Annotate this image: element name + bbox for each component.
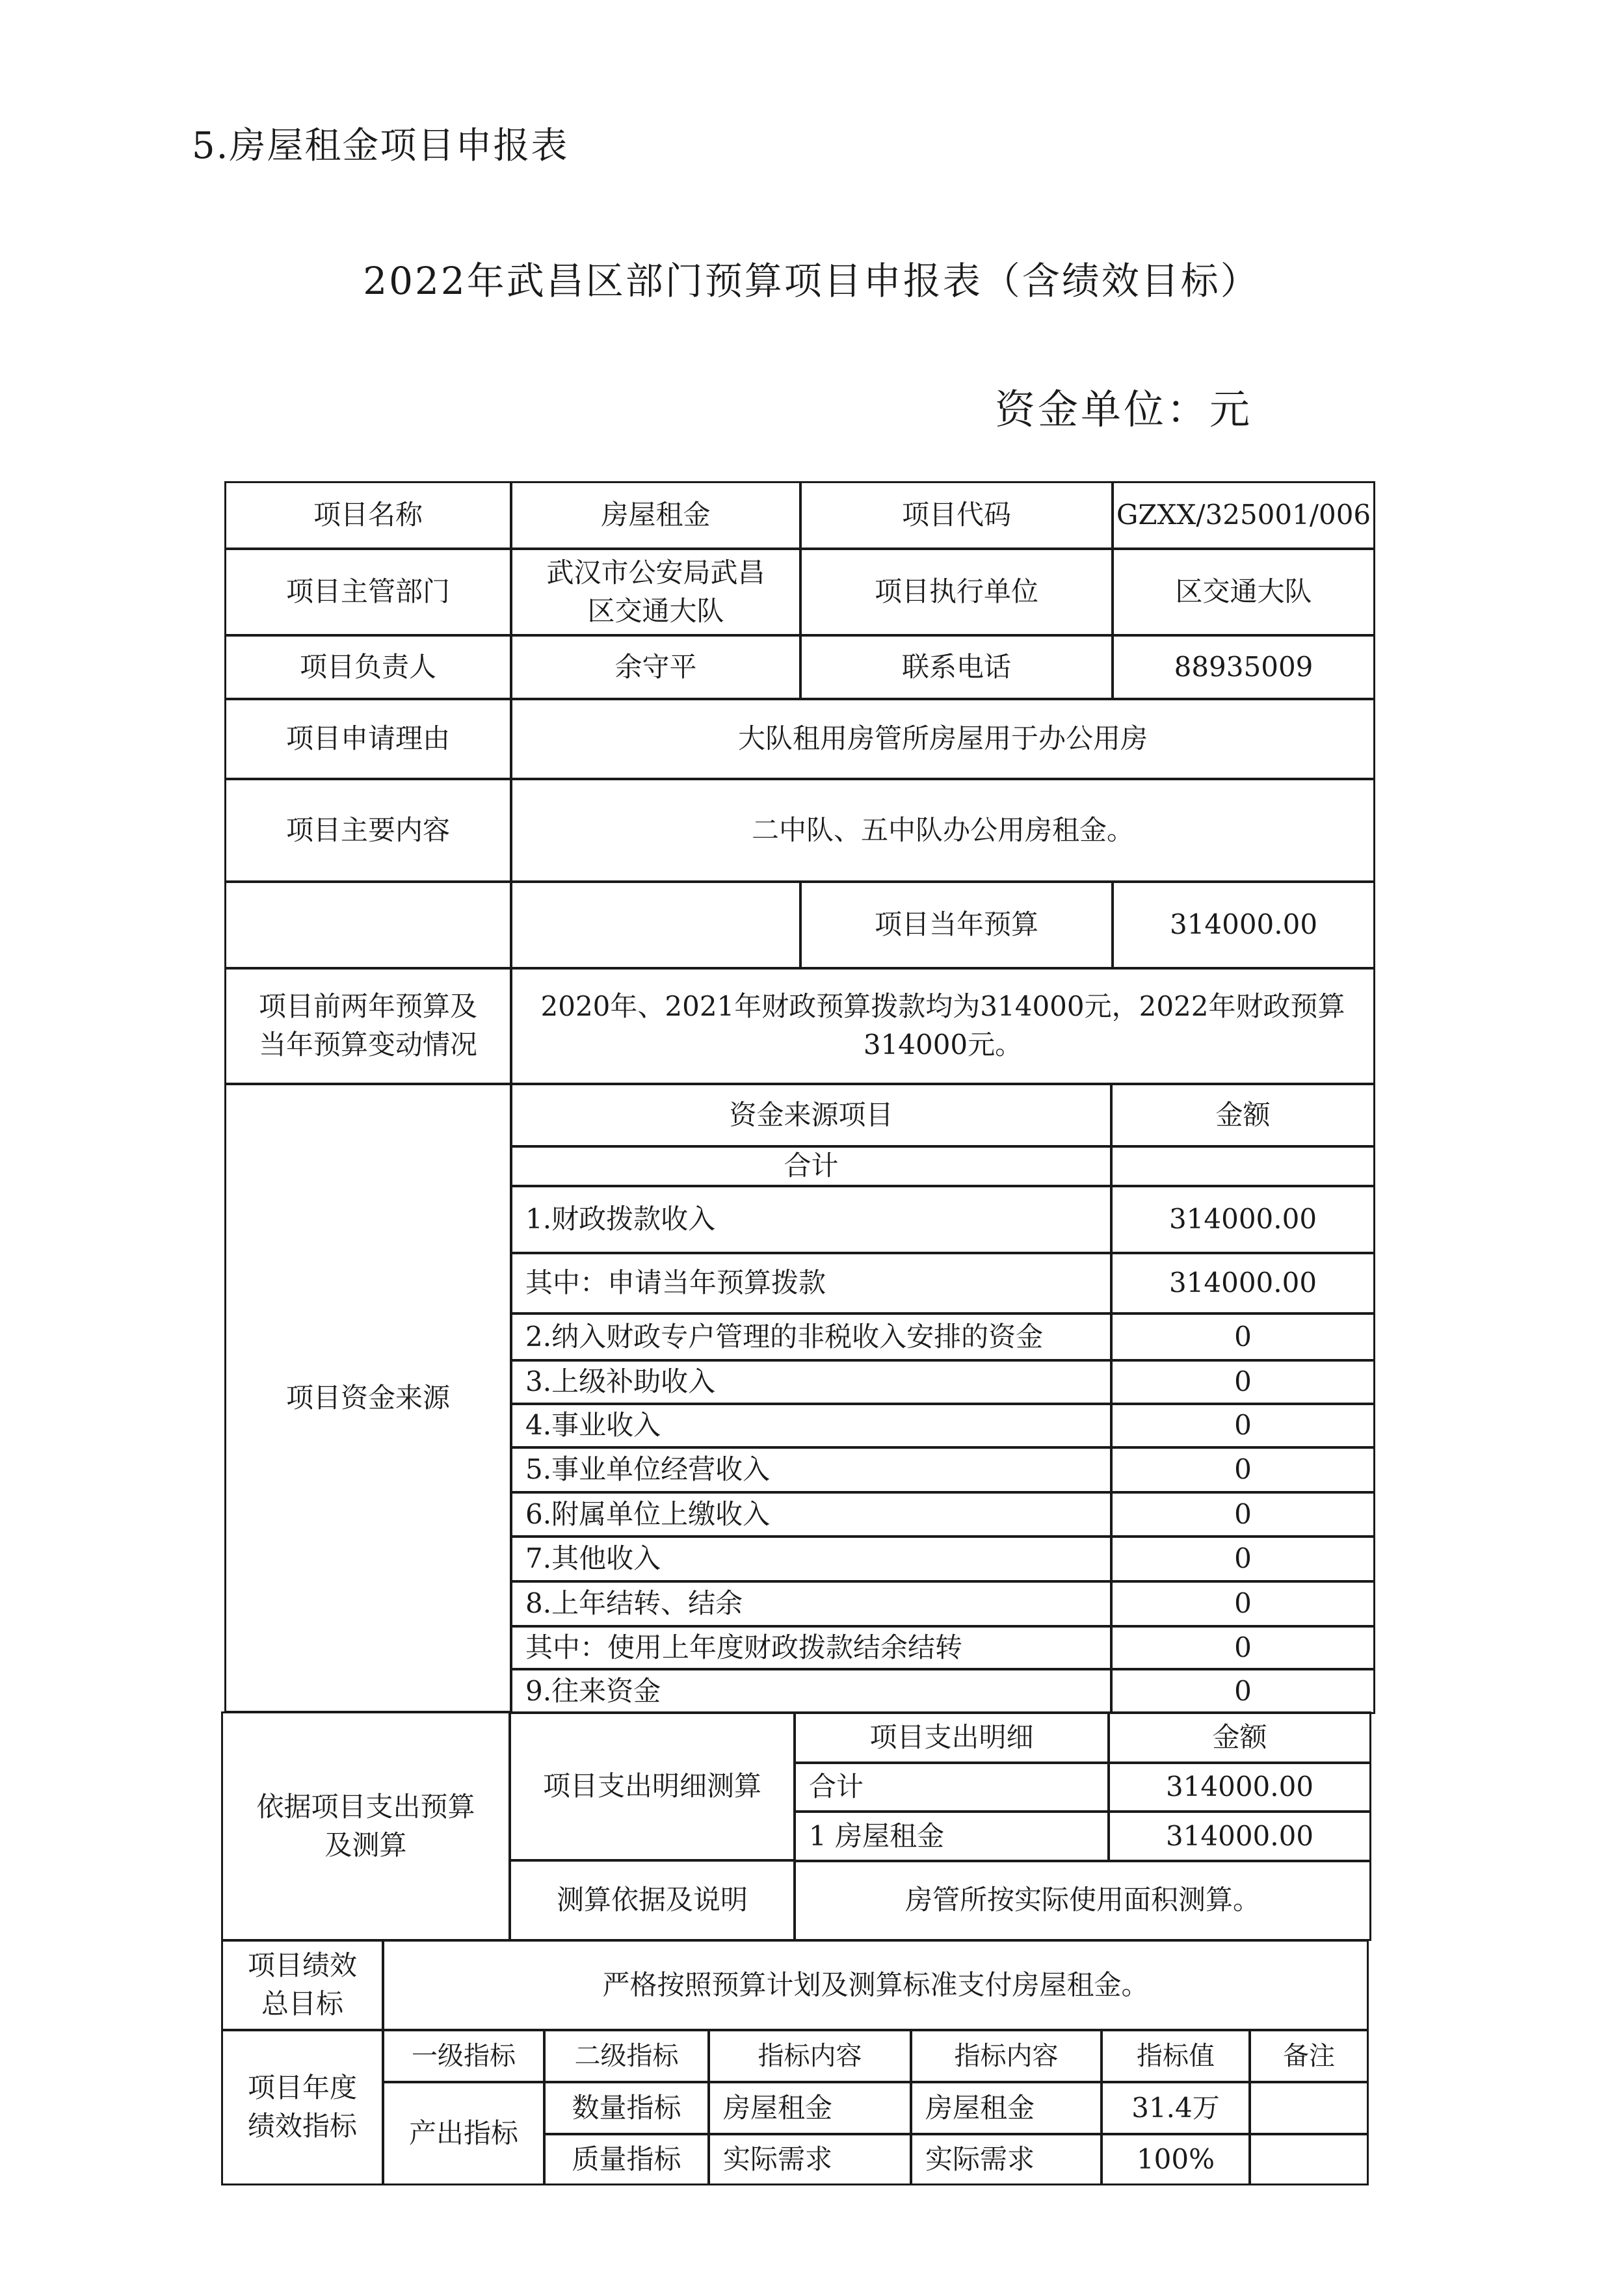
project-name-value: 房屋租金 (510, 481, 801, 549)
content-label: 项目主要内容 (224, 778, 512, 882)
project-name-label: 项目名称 (224, 481, 512, 549)
expense-basis-label: 依据项目支出预算及测算 (221, 1711, 510, 1941)
indicator-header: 一级指标 (382, 2029, 545, 2083)
lead-value: 余守平 (510, 635, 801, 700)
funding-row-item: 7.其他收入 (510, 1536, 1112, 1582)
blank-cell (224, 881, 512, 969)
dept-value: 武汉市公安局武昌区交通大队 (510, 548, 801, 636)
expense-row-item: 合计 (794, 1762, 1109, 1812)
reason-value: 大队租用房管所房屋用于办公用房 (510, 698, 1375, 780)
page-title: 2022年武昌区部门预算项目申报表（含绩效目标） (363, 259, 1260, 303)
funding-row-amount: 0 (1111, 1313, 1375, 1361)
current-budget-value: 314000.00 (1112, 881, 1375, 969)
funding-row-amount: 0 (1111, 1626, 1375, 1670)
expense-row-amount: 314000.00 (1108, 1811, 1371, 1862)
expense-row-item: 1 房屋租金 (794, 1811, 1109, 1862)
funding-row-amount: 0 (1111, 1492, 1375, 1537)
indicator-header: 指标值 (1101, 2029, 1250, 2083)
funding-row-amount: 0 (1111, 1669, 1375, 1714)
prev-budget-label: 项目前两年预算及当年预算变动情况 (224, 968, 512, 1085)
funding-row-amount: 0 (1111, 1581, 1375, 1627)
funding-header-amount: 金额 (1111, 1083, 1375, 1147)
expense-header-amount: 金额 (1108, 1711, 1371, 1763)
funding-row-item: 6.附属单位上缴收入 (510, 1492, 1112, 1537)
funding-row-item: 3.上级补助收入 (510, 1360, 1112, 1405)
funding-row-item: 1.财政拨款收入 (510, 1185, 1112, 1254)
expense-header-item: 项目支出明细 (794, 1711, 1109, 1763)
currency-unit: 资金单位：元 (994, 386, 1252, 433)
funding-row-amount: 0 (1111, 1403, 1375, 1448)
expense-detail-label: 项目支出明细测算 (509, 1711, 795, 1861)
indicator-content: 房屋租金 (708, 2081, 912, 2135)
indicator-header: 备注 (1249, 2029, 1369, 2083)
funding-row-item: 合计 (510, 1146, 1112, 1187)
exec-unit-label: 项目执行单位 (800, 548, 1113, 636)
indicator-content: 实际需求 (708, 2133, 912, 2185)
calc-basis-label: 测算依据及说明 (509, 1860, 795, 1941)
indicator-content: 实际需求 (910, 2133, 1102, 2185)
indicator-header: 指标内容 (708, 2029, 912, 2083)
funding-row-amount: 0 (1111, 1447, 1375, 1493)
funding-row-item: 8.上年结转、结余 (510, 1581, 1112, 1627)
funding-row-item: 9.往来资金 (510, 1669, 1112, 1714)
funding-row-item: 2.纳入财政专户管理的非税收入安排的资金 (510, 1313, 1112, 1361)
funding-source-label: 项目资金来源 (224, 1083, 512, 1713)
current-budget-label: 项目当年预算 (800, 881, 1113, 969)
indicator-note (1249, 2133, 1369, 2185)
funding-row-item: 5.事业单位经营收入 (510, 1447, 1112, 1493)
funding-row-amount: 314000.00 (1111, 1185, 1375, 1254)
reason-label: 项目申请理由 (224, 698, 512, 780)
funding-row-item: 4.事业收入 (510, 1403, 1112, 1448)
performance-goal-value: 严格按照预算计划及测算标准支付房屋租金。 (382, 1940, 1369, 2031)
expense-row-amount: 314000.00 (1108, 1762, 1371, 1812)
indicator-note (1249, 2081, 1369, 2135)
blank-cell (510, 881, 801, 969)
performance-goal-label: 项目绩效总目标 (221, 1940, 384, 2031)
prev-budget-value: 2020年、2021年财政预算拨款均为314000元，2022年财政预算314000元。 (510, 968, 1375, 1085)
funding-row-amount: 0 (1111, 1536, 1375, 1582)
calc-basis-value: 房管所按实际使用面积测算。 (794, 1860, 1371, 1941)
funding-row-amount: 314000.00 (1111, 1252, 1375, 1314)
phone-label: 联系电话 (800, 635, 1113, 700)
level1-output-indicator: 产出指标 (382, 2081, 545, 2185)
phone-value: 88935009 (1112, 635, 1375, 700)
funding-row-item: 其中：申请当年预算拨款 (510, 1252, 1112, 1314)
funding-row-amount (1111, 1146, 1375, 1187)
level2-indicator: 数量指标 (544, 2081, 709, 2135)
indicator-content: 房屋租金 (910, 2081, 1102, 2135)
project-code-value: GZXX/325001/006 (1112, 481, 1375, 549)
funding-row-item: 其中：使用上年度财政拨款结余结转 (510, 1626, 1112, 1670)
content-value: 二中队、五中队办公用房租金。 (510, 778, 1375, 882)
funding-row-amount: 0 (1111, 1360, 1375, 1405)
indicator-value: 31.4万 (1101, 2081, 1250, 2135)
indicator-header: 二级指标 (544, 2029, 709, 2083)
section-heading: 5.房屋租金项目申报表 (192, 125, 569, 167)
annual-indicator-label: 项目年度绩效指标 (221, 2029, 384, 2185)
indicator-header: 指标内容 (910, 2029, 1102, 2083)
exec-unit-value: 区交通大队 (1112, 548, 1375, 636)
dept-label: 项目主管部门 (224, 548, 512, 636)
lead-label: 项目负责人 (224, 635, 512, 700)
level2-indicator: 质量指标 (544, 2133, 709, 2185)
project-code-label: 项目代码 (800, 481, 1113, 549)
funding-header-item: 资金来源项目 (510, 1083, 1112, 1147)
indicator-value: 100% (1101, 2133, 1250, 2185)
